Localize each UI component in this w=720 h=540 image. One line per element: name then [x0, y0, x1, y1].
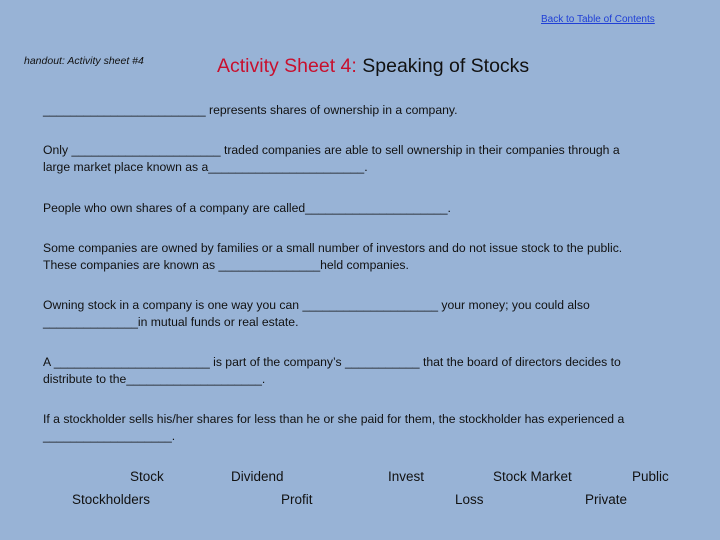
question-line: distribute to the____________________.: [43, 372, 266, 386]
word-bank-item: Loss: [455, 492, 484, 507]
question-line: Only ______________________ traded companies are able to sell ownership in their companies through a: [43, 143, 620, 157]
question-6: [43, 354, 683, 388]
question-line: large market place known as a_______________________.: [43, 160, 368, 174]
word-bank-item: Invest: [388, 469, 425, 484]
question-3: [43, 200, 683, 217]
question-line: These companies are known as _______________held companies.: [43, 258, 409, 272]
question-line: ________________________ represents shares of ownership in a company.: [43, 103, 458, 117]
question-1: [43, 102, 683, 119]
question-4: [43, 240, 683, 274]
question-line: A _______________________ is part of the company’s ___________ that the board of directors decides to: [43, 355, 621, 369]
word-bank-item: Profit: [281, 492, 313, 507]
question-line: ___________________.: [43, 429, 176, 443]
word-bank-item: Stock Market: [493, 469, 572, 484]
question-2: [43, 142, 683, 176]
question-5: [43, 297, 683, 331]
question-line: Some companies are owned by families or a small number of investors and do not issue stock to the public.: [43, 241, 623, 255]
title-main: Speaking of Stocks: [356, 55, 530, 77]
question-line: People who own shares of a company are called_____________________.: [43, 201, 451, 215]
word-bank-item: Stockholders: [72, 492, 151, 507]
handout-label: handout: Activity sheet #4: [24, 55, 144, 67]
page-title: [217, 54, 529, 78]
question-line: If a stockholder sells his/her shares for less than he or she paid for them, the stockholder has experienced a: [43, 412, 625, 426]
word-bank-item: Dividend: [231, 469, 284, 484]
word-bank-item: Private: [585, 492, 628, 507]
word-bank-item: Public: [632, 469, 669, 484]
back-to-contents-link[interactable]: Back to Table of Contents: [541, 14, 655, 25]
question-line: Owning stock in a company is one way you can ____________________ your money; you could also: [43, 298, 590, 312]
question-7: [43, 411, 683, 445]
title-prefix: Activity Sheet 4:: [217, 55, 357, 77]
question-line: ______________in mutual funds or real estate.: [43, 315, 299, 329]
word-bank-item: Stock: [130, 469, 164, 484]
